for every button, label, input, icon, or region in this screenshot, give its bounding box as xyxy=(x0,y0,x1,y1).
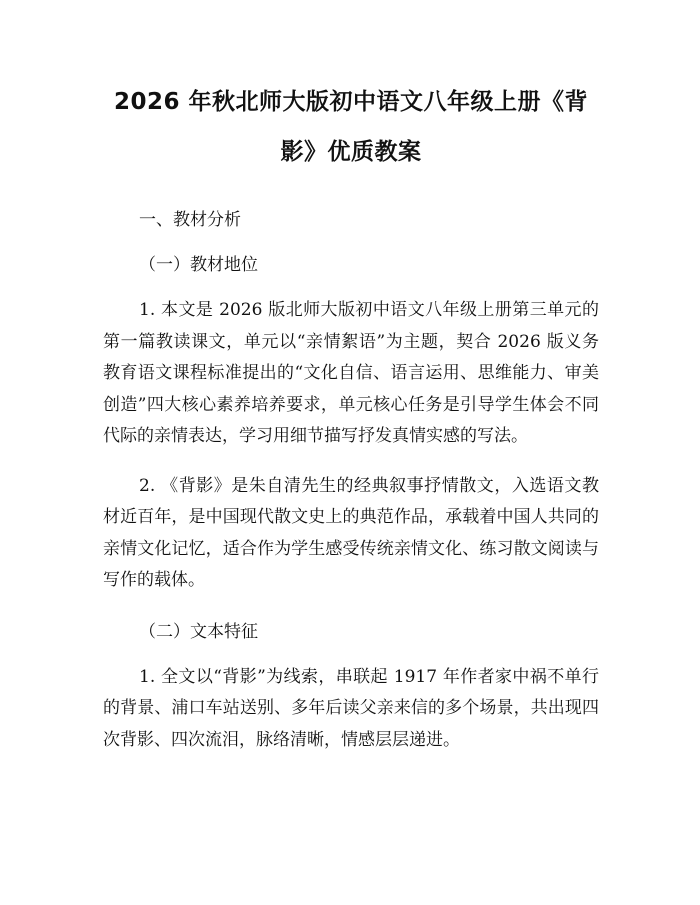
document-title: 2026 年秋北师大版初中语文八年级上册《背影》优质教案 xyxy=(113,89,589,165)
subsection-heading-material-position: （一）教材地位 xyxy=(139,255,258,275)
subsection-heading-text-features: （二）文本特征 xyxy=(139,621,258,642)
paragraph: 2. 《背影》是朱自清先生的经典叙事抒情散文，入选语文教材近百年，是中国现代散文史上的典范作品，承载着中国人共同的亲情文化记忆，适合作为学生感受传统亲情文化、练习散文阅读与写作的载体。 xyxy=(103,475,599,590)
section-heading-teaching-material-analysis: 一、教材分析 xyxy=(139,210,241,230)
paragraph: 1. 全文以“背影”为线索，串联起 1917 年作者家中祸不单行的背景、浦口车站送别、多年后读父亲来信的多个场景，共出现四次背影、四次流泪，脉络清晰，情感层层递进。 xyxy=(103,666,599,750)
paragraph: 1. 本文是 2026 版北师大版初中语文八年级上册第三单元的第一篇教读课文，单元以“亲情絮语”为主题，契合 2026 版义务教育语文课程标准提出的“文化自信、语言运用、思维能力、审美创造”四大核心素养培养要求，单元核心任务是引导学生体会不同代际的亲情表达，学习用细节描写抒发真情实感的写法。 xyxy=(103,300,599,446)
